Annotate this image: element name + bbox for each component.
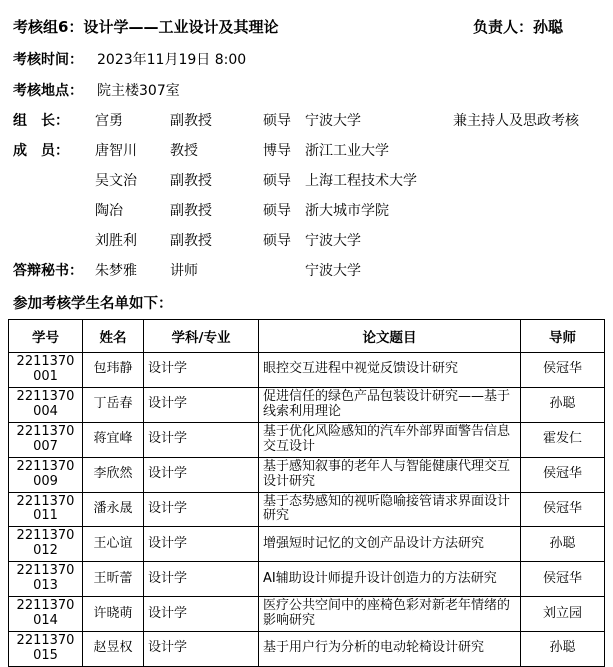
student-major: 设计学 xyxy=(144,632,259,667)
committee-member-degree: 硕导 xyxy=(263,203,291,219)
committee-member-title: 副教授 xyxy=(170,203,212,219)
thesis-title: 眼控交互进程中视觉反馈设计研究 xyxy=(259,353,521,388)
student-name: 蒋宜峰 xyxy=(83,422,144,457)
committee-member-university: 浙江工业大学 xyxy=(305,143,389,159)
committee-member-degree: 硕导 xyxy=(263,233,291,249)
thesis-title: 增强短时记忆的文创产品设计方法研究 xyxy=(259,527,521,562)
committee-member-title: 副教授 xyxy=(170,173,212,189)
committee xyxy=(8,105,605,285)
group-title-line xyxy=(8,10,605,43)
committee-member-name: 唐智川 xyxy=(95,143,137,159)
committee-member-note: 兼主持人及思政考核 xyxy=(453,113,579,129)
supervisor: 刘立园 xyxy=(521,597,605,632)
committee-member-university: 宁波大学 xyxy=(305,263,361,279)
supervisor: 孙聪 xyxy=(521,387,605,422)
student-major: 设计学 xyxy=(144,353,259,388)
committee-row xyxy=(8,135,605,165)
committee-member-university: 宁波大学 xyxy=(305,113,361,129)
assessment-time-line xyxy=(8,43,605,74)
committee-row xyxy=(8,105,605,135)
assessment-location-label: 考核地点： xyxy=(13,82,83,99)
committee-member-name: 刘胜利 xyxy=(95,233,137,249)
student-name: 许晓萌 xyxy=(83,597,144,632)
column-header: 论文题目 xyxy=(259,320,521,353)
committee-member-degree: 硕导 xyxy=(263,173,291,189)
supervisor: 孙聪 xyxy=(521,632,605,667)
committee-member-title: 副教授 xyxy=(170,113,212,129)
students-table-body xyxy=(9,353,605,667)
committee-member-title: 副教授 xyxy=(170,233,212,249)
student-major: 设计学 xyxy=(144,387,259,422)
assessment-time-value: 2023年11月19日 8:00 xyxy=(97,51,247,68)
student-id: 2211370004 xyxy=(9,387,83,422)
committee-member-title: 教授 xyxy=(170,143,198,159)
assessment-time-label: 考核时间： xyxy=(13,51,83,68)
committee-row xyxy=(8,195,605,225)
thesis-title: AI辅助设计师提升设计创造力的方法研究 xyxy=(259,562,521,597)
student-row xyxy=(9,422,605,457)
committee-row xyxy=(8,165,605,195)
column-header: 导师 xyxy=(521,320,605,353)
student-name: 赵昱权 xyxy=(83,632,144,667)
committee-member-university: 浙大城市学院 xyxy=(305,203,389,219)
supervisor: 侯冠华 xyxy=(521,353,605,388)
students-table xyxy=(8,319,605,667)
student-name: 王昕蕾 xyxy=(83,562,144,597)
column-header: 姓名 xyxy=(83,320,144,353)
student-name: 丁岳春 xyxy=(83,387,144,422)
student-name: 王心谊 xyxy=(83,527,144,562)
column-header: 学科/专业 xyxy=(144,320,259,353)
assessment-location-value: 院主楼307室 xyxy=(97,82,180,99)
student-name: 李欣然 xyxy=(83,457,144,492)
thesis-title: 基于用户行为分析的电动轮椅设计研究 xyxy=(259,632,521,667)
student-major: 设计学 xyxy=(144,597,259,632)
students-list-heading: 参加考核学生名单如下： xyxy=(13,295,173,312)
assessment-location-line xyxy=(8,74,605,105)
committee-member-university: 宁波大学 xyxy=(305,233,361,249)
committee-member-university: 上海工程技术大学 xyxy=(305,173,417,189)
column-header: 学号 xyxy=(9,320,83,353)
supervisor: 侯冠华 xyxy=(521,562,605,597)
student-major: 设计学 xyxy=(144,527,259,562)
student-row xyxy=(9,457,605,492)
committee-member-name: 宫勇 xyxy=(95,113,123,129)
thesis-title: 促进信任的绿色产品包装设计研究——基于线索利用理论 xyxy=(259,387,521,422)
leader-label: 负责人：孙聪 xyxy=(472,18,563,36)
student-row xyxy=(9,597,605,632)
student-id: 2211370007 xyxy=(9,422,83,457)
supervisor: 霍发仁 xyxy=(521,422,605,457)
committee-row xyxy=(8,225,605,255)
committee-row xyxy=(8,255,605,285)
student-major: 设计学 xyxy=(144,457,259,492)
student-id: 2211370001 xyxy=(9,353,83,388)
student-row xyxy=(9,632,605,667)
group-title: 考核组6：设计学——工业设计及其理论 xyxy=(13,18,279,36)
student-row xyxy=(9,562,605,597)
student-row xyxy=(9,353,605,388)
supervisor: 侯冠华 xyxy=(521,457,605,492)
student-name: 包玮静 xyxy=(83,353,144,388)
thesis-title: 基于态势感知的视听隐喻接管请求界面设计研究 xyxy=(259,492,521,527)
student-major: 设计学 xyxy=(144,492,259,527)
committee-role-label: 成 员： xyxy=(13,143,69,159)
committee-member-degree: 硕导 xyxy=(263,113,291,129)
student-id: 2211370011 xyxy=(9,492,83,527)
student-row xyxy=(9,387,605,422)
committee-member-name: 朱梦雅 xyxy=(95,263,137,279)
supervisor: 孙聪 xyxy=(521,527,605,562)
student-major: 设计学 xyxy=(144,422,259,457)
students-table-header-row xyxy=(9,320,605,353)
committee-member-title: 讲师 xyxy=(170,263,198,279)
student-row xyxy=(9,492,605,527)
student-name: 潘永晟 xyxy=(83,492,144,527)
student-id: 2211370012 xyxy=(9,527,83,562)
student-id: 2211370013 xyxy=(9,562,83,597)
committee-member-degree: 博导 xyxy=(263,143,291,159)
thesis-title: 医疗公共空间中的座椅色彩对新老年情绪的影响研究 xyxy=(259,597,521,632)
student-id: 2211370015 xyxy=(9,632,83,667)
committee-member-name: 吴文治 xyxy=(95,173,137,189)
student-row xyxy=(9,527,605,562)
thesis-title: 基于优化风险感知的汽车外部界面警告信息交互设计 xyxy=(259,422,521,457)
supervisor: 侯冠华 xyxy=(521,492,605,527)
thesis-title: 基于感知叙事的老年人与智能健康代理交互设计研究 xyxy=(259,457,521,492)
committee-role-label: 组 长： xyxy=(13,113,69,129)
student-id: 2211370014 xyxy=(9,597,83,632)
committee-member-name: 陶冶 xyxy=(95,203,123,219)
student-id: 2211370009 xyxy=(9,457,83,492)
committee-role-label: 答辩秘书： xyxy=(13,263,83,279)
student-major: 设计学 xyxy=(144,562,259,597)
